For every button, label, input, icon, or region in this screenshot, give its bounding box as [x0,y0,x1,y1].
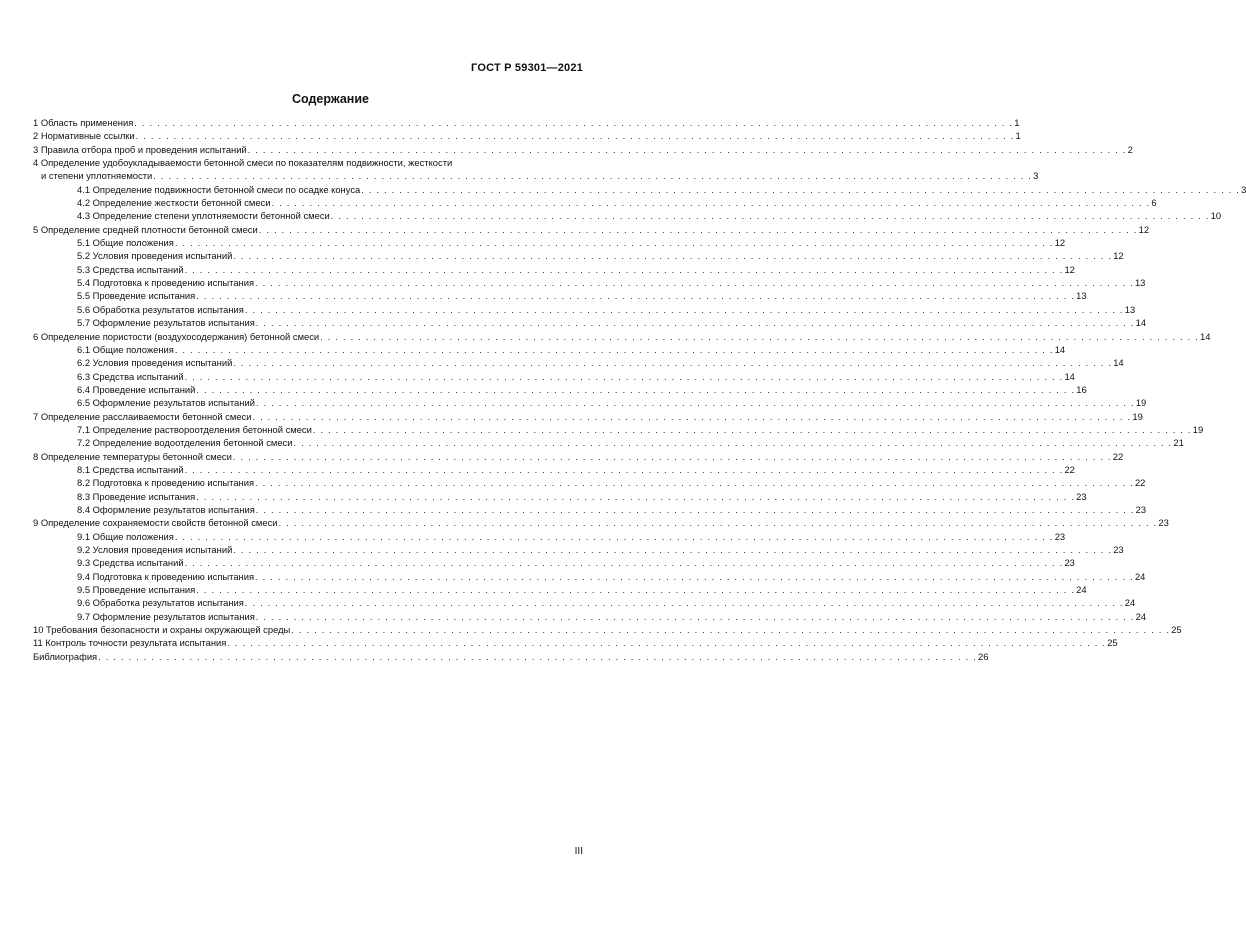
toc-entry-page: 24 [1124,597,1136,609]
dot-leader: . . . . . . . . . . . . . . . . . . . . . . . . . . . . . . . . . . . . . . . . . . . . . . . . . . . . . . . . . . . . . . . . . . . . . . . . . . . . . . . . . . . . . . . . . . . . . . . . . . . . . . . . . . . . . . . . . . . . [196,383,1076,395]
dot-leader: . . . . . . . . . . . . . . . . . . . . . . . . . . . . . . . . . . . . . . . . . . . . . . . . . . . . . . . . . . . . . . . . . . . . . . . . . . . . . . . . . . . . . . . . . . . . . . . . . . . . . . . . . . . . . . . . . . . . [196,290,1076,302]
dot-leader: . . . . . . . . . . . . . . . . . . . . . . . . . . . . . . . . . . . . . . . . . . . . . . . . . . . . . . . . . . . . . . . . . . . . . . . . . . . . . . . . . . . . . . . . . . . . . . . . . . . . . . . . . . . . . . . . . . . . [174,343,1054,355]
toc-entry-page: 22 [1064,463,1075,475]
toc-entry-page: 19 [1132,410,1143,422]
toc-entry-page: 12 [1138,223,1150,235]
toc-entry-page: 24 [1134,570,1146,582]
dot-leader: . . . . . . . . . . . . . . . . . . . . . . . . . . . . . . . . . . . . . . . . . . . . . . . . . . . . . . . . . . . . . . . . . . . . . . . . . . . . . . . . . . . . . . . . . . . . . . . . . . . . . . . . . . . . . . . . . . . . [244,597,1124,609]
toc-entry-page: 2 [1127,143,1133,155]
toc-entry[interactable] [33,330,1211,343]
toc-entry-title: 9.7 Оформление результатов испытания [77,610,255,622]
toc-entry-title: 6.2 Условия проведения испытаний [77,357,233,369]
toc-entry-page: 23 [1054,530,1066,542]
toc-entry[interactable] [33,503,1147,516]
toc-entry-title: 8.1 Средства испытаний [77,463,184,475]
toc-entry[interactable] [33,263,1075,276]
toc-entry-title: 5.1 Общие положения [77,237,174,249]
toc-entry[interactable] [33,396,1147,409]
dot-leader: . . . . . . . . . . . . . . . . . . . . . . . . . . . . . . . . . . . . . . . . . . . . . . . . . . . . . . . . . . . . . . . . . . . . . . . . . . . . . . . . . . . . . . . . . . . . . . . . . . . . . . . . . . . . . . . . . . . . [98,650,978,662]
toc-entry-title: 8.3 Проведение испытания [77,490,196,502]
toc-entry[interactable] [33,196,1157,209]
toc-entry-page: 1 [1014,117,1020,128]
dot-leader: . . . . . . . . . . . . . . . . . . . . . . . . . . . . . . . . . . . . . . . . . . . . . . . . . . . . . . . . . . . . . . . . . . . . . . . . . . . . . . . . . . . . . . . . . . . . . . . . . . . . . . . . . . . . . . . . . . . . [233,250,1113,262]
toc-entry[interactable] [33,436,1184,449]
toc-entry-title: 9.4 Подготовка к проведению испытания [77,570,255,582]
dot-leader: . . . . . . . . . . . . . . . . . . . . . . . . . . . . . . . . . . . . . . . . . . . . . . . . . . . . . . . . . . . . . . . . . . . . . . . . . . . . . . . . . . . . . . . . . . . . . . . . . . . . . . . . . . . . . . . . . . . . [293,437,1173,449]
toc-entry[interactable] [33,423,1204,436]
dot-leader: . . . . . . . . . . . . . . . . . . . . . . . . . . . . . . . . . . . . . . . . . . . . . . . . . . . . . . . . . . . . . . . . . . . . . . . . . . . . . . . . . . . . . . . . . . . . . . . . . . . . . . . . . . . . . . . . . . . . [271,197,1151,209]
toc-entry[interactable] [33,356,1124,369]
toc-entry[interactable] [33,316,1147,329]
dot-leader: . . . . . . . . . . . . . . . . . . . . . . . . . . . . . . . . . . . . . . . . . . . . . . . . . . . . . . . . . . . . . . . . . . . . . . . . . . . . . . . . . . . . . . . . . . . . . . . . . . . . . . . . . . . . . . . . . . . . [278,517,1158,529]
dot-leader: . . . . . . . . . . . . . . . . . . . . . . . . . . . . . . . . . . . . . . . . . . . . . . . . . . . . . . . . . . . . . . . . . . . . . . . . . . . . . . . . . . . . . . . . . . . . . . . . . . . . . . . . . . . . . . . . . . . . [174,237,1054,249]
dot-leader: . . . . . . . . . . . . . . . . . . . . . . . . . . . . . . . . . . . . . . . . . . . . . . . . . . . . . . . . . . . . . . . . . . . . . . . . . . . . . . . . . . . . . . . . . . . . . . . . . . . . . . . . . . . . . . . . . . . . [134,117,1014,128]
toc-entry-page: 14 [1135,317,1147,329]
toc-entry[interactable] [33,623,1182,636]
toc-entry-title: 10 Требования безопасности и охраны окружающей среды [33,624,291,636]
dot-leader: . . . . . . . . . . . . . . . . . . . . . . . . . . . . . . . . . . . . . . . . . . . . . . . . . . . . . . . . . . . . . . . . . . . . . . . . . . . . . . . . . . . . . . . . . . . . . . . . . . . . . . . . . . . . . . . . . . . . [312,423,1192,435]
toc-entry-title: 4.3 Определение степени уплотняемости бетонной смеси [77,210,330,222]
toc-entry-title: 6.5 Оформление результатов испытаний [77,397,255,409]
toc-entry[interactable] [33,570,1146,583]
toc-entry-title: 6.4 Проведение испытаний [77,383,196,395]
toc-entry-page: 12 [1113,250,1124,262]
toc-entry-title: 9.6 Обработка результатов испытания [77,597,244,609]
dot-leader: . . . . . . . . . . . . . . . . . . . . . . . . . . . . . . . . . . . . . . . . . . . . . . . . . . . . . . . . . . . . . . . . . . . . . . . . . . . . . . . . . . . . . . . . . . . . . . . . . . . . . . . . . . . . . . . . . . . . [255,397,1135,409]
toc-entry-page: 25 [1171,624,1182,636]
toc-entry[interactable] [33,516,1169,529]
dot-leader: . . . . . . . . . . . . . . . . . . . . . . . . . . . . . . . . . . . . . . . . . . . . . . . . . . . . . . . . . . . . . . . . . . . . . . . . . . . . . . . . . . . . . . . . . . . . . . . . . . . . . . . . . . . . . . . . . . . . [233,357,1113,369]
toc-entry-page: 13 [1134,277,1146,289]
toc-entry-page: 14 [1113,357,1124,369]
toc-entry-page: 25 [1107,637,1118,649]
toc-entry-page: 23 [1135,503,1147,515]
dot-leader: . . . . . . . . . . . . . . . . . . . . . . . . . . . . . . . . . . . . . . . . . . . . . . . . . . . . . . . . . . . . . . . . . . . . . . . . . . . . . . . . . . . . . . . . . . . . . . . . . . . . . . . . . . . . . . . . . . . . [184,463,1064,475]
toc-entry-title: 4 Определение удобоукладываемости бетонной смеси по показателям подвижности, жесткости [33,157,453,169]
toc-entry-title: 9 Определение сохраняемости свойств бетонной смеси [33,517,278,529]
toc-entry-title: 7.2 Определение водоотделения бетонной смеси [77,437,293,449]
toc-entry[interactable] [33,249,1124,262]
dot-leader: . . . . . . . . . . . . . . . . . . . . . . . . . . . . . . . . . . . . . . . . . . . . . . . . . . . . . . . . . . . . . . . . . . . . . . . . . . . . . . . . . . . . . . . . . . . . . . . . . . . . . . . . . . . . . . . . . . . . [258,223,1138,235]
toc-entry-title: 4.2 Определение жесткости бетонной смеси [77,197,271,209]
toc-entry[interactable] [33,490,1087,503]
toc-entry[interactable] [33,476,1146,489]
toc-entry-page: 24 [1135,610,1147,622]
toc-entry-title: 5.6 Обработка результатов испытания [77,303,244,315]
dot-leader: . . . . . . . . . . . . . . . . . . . . . . . . . . . . . . . . . . . . . . . . . . . . . . . . . . . . . . . . . . . . . . . . . . . . . . . . . . . . . . . . . . . . . . . . . . . . . . . . . . . . . . . . . . . . . . . . . . . . [233,544,1113,555]
dot-leader: . . . . . . . . . . . . . . . . . . . . . . . . . . . . . . . . . . . . . . . . . . . . . . . . . . . . . . . . . . . . . . . . . . . . . . . . . . . . . . . . . . . . . . . . . . . . . . . . . . . . . . . . . . . . . . . . . . . . [184,557,1064,569]
dot-leader: . . . . . . . . . . . . . . . . . . . . . . . . . . . . . . . . . . . . . . . . . . . . . . . . . . . . . . . . . . . . . . . . . . . . . . . . . . . . . . . . . . . . . . . . . . . . . . . . . . . . . . . . . . . . . . . . . . . . [232,450,1112,462]
toc-entry-title: 5.7 Оформление результатов испытания [77,317,255,329]
page-title: Содержание [291,92,369,106]
toc-entry-page: 13 [1124,303,1136,315]
toc-entry-title: 7.1 Определение раствороотделения бетонной смеси [77,423,312,435]
toc-entry-title: 5.2 Условия проведения испытаний [77,250,233,262]
toc-entry-page: 26 [978,650,989,662]
toc-entry[interactable] [33,370,1075,383]
dot-leader: . . . . . . . . . . . . . . . . . . . . . . . . . . . . . . . . . . . . . . . . . . . . . . . . . . . . . . . . . . . . . . . . . . . . . . . . . . . . . . . . . . . . . . . . . . . . . . . . . . . . . . . . . . . . . . . . . . . . [255,477,1134,489]
toc-entry-title: 8.4 Оформление результатов испытания [77,503,255,515]
dot-leader: . . . . . . . . . . . . . . . . . . . . . . . . . . . . . . . . . . . . . . . . . . . . . . . . . . . . . . . . . . . . . . . . . . . . . . . . . . . . . . . . . . . . . . . . . . . . . . . . . . . . . . . . . . . . . . . . . . . . [135,130,1015,142]
toc-entry[interactable] [33,143,1133,156]
toc-entry-title: Библиография [33,650,98,662]
toc-entry-page: 1 [1015,130,1021,142]
table-of-contents [33,116,1246,663]
toc-entry-title: 9.1 Общие положения [77,530,174,542]
toc-entry-page: 23 [1064,557,1075,569]
dot-leader: . . . . . . . . . . . . . . . . . . . . . . . . . . . . . . . . . . . . . . . . . . . . . . . . . . . . . . . . . . . . . . . . . . . . . . . . . . . . . . . . . . . . . . . . . . . . . . . . . . . . . . . . . . . . . . . . . . . . [255,610,1135,622]
dot-leader: . . . . . . . . . . . . . . . . . . . . . . . . . . . . . . . . . . . . . . . . . . . . . . . . . . . . . . . . . . . . . . . . . . . . . . . . . . . . . . . . . . . . . . . . . . . . . . . . . . . . . . . . . . . . . . . . . . . . [184,263,1064,275]
toc-entry-title: 7 Определение расслаиваемости бетонной смеси [33,410,252,422]
toc-entry[interactable] [33,583,1087,596]
toc-entry-page: 3 [1033,170,1039,182]
toc-entry[interactable] [33,650,989,663]
toc-entry-page: 16 [1076,383,1087,395]
toc-entry[interactable] [33,556,1075,569]
toc-entry[interactable] [33,276,1146,289]
toc-entry-page: 24 [1076,584,1087,596]
page-number: III [574,846,583,857]
dot-leader: . . . . . . . . . . . . . . . . . . . . . . . . . . . . . . . . . . . . . . . . . . . . . . . . . . . . . . . . . . . . . . . . . . . . . . . . . . . . . . . . . . . . . . . . . . . . . . . . . . . . . . . . . . . . . . . . . . . . [244,303,1124,315]
toc-entry[interactable] [33,209,1222,222]
document-code: ГОСТ Р 59301—2021 [471,62,583,74]
dot-leader: . . . . . . . . . . . . . . . . . . . . . . . . . . . . . . . . . . . . . . . . . . . . . . . . . . . . . . . . . . . . . . . . . . . . . . . . . . . . . . . . . . . . . . . . . . . . . . . . . . . . . . . . . . . . . . . . . . . . [255,317,1135,329]
toc-entry[interactable] [33,383,1087,396]
toc-entry[interactable] [33,410,1143,423]
toc-entry-title: 8.2 Подготовка к проведению испытания [77,477,255,489]
toc-entry-title: 8 Определение температуры бетонной смеси [33,450,232,462]
toc-entry[interactable] [33,289,1087,302]
dot-leader: . . . . . . . . . . . . . . . . . . . . . . . . . . . . . . . . . . . . . . . . . . . . . . . . . . . . . . . . . . . . . . . . . . . . . . . . . . . . . . . . . . . . . . . . . . . . . . . . . . . . . . . . . . . . . . . . . . . . [255,570,1134,582]
toc-entry-title: 5.3 Средства испытаний [77,263,184,275]
toc-entry-title: 11 Контроль точности результата испытания [33,637,227,649]
toc-entry[interactable] [33,530,1066,543]
dot-leader: . . . . . . . . . . . . . . . . . . . . . . . . . . . . . . . . . . . . . . . . . . . . . . . . . . . . . . . . . . . . . . . . . . . . . . . . . . . . . . . . . . . . . . . . . . . . . . . . . . . . . . . . . . . . . . . . . . . . [196,490,1076,502]
dot-leader: . . . . . . . . . . . . . . . . . . . . . . . . . . . . . . . . . . . . . . . . . . . . . . . . . . . . . . . . . . . . . . . . . . . . . . . . . . . . . . . . . . . . . . . . . . . . . . . . . . . . . . . . . . . . . . . . . . . . [361,183,1241,195]
toc-entry-page: 14 [1054,343,1066,355]
toc-entry[interactable] [33,450,1124,463]
dot-leader: . . . . . . . . . . . . . . . . . . . . . . . . . . . . . . . . . . . . . . . . . . . . . . . . . . . . . . . . . . . . . . . . . . . . . . . . . . . . . . . . . . . . . . . . . . . . . . . . . . . . . . . . . . . . . . . . . . . . [174,530,1054,542]
dot-leader: . . . . . . . . . . . . . . . . . . . . . . . . . . . . . . . . . . . . . . . . . . . . . . . . . . . . . . . . . . . . . . . . . . . . . . . . . . . . . . . . . . . . . . . . . . . . . . . . . . . . . . . . . . . . . . . . . . . . [252,410,1132,422]
toc-entry[interactable] [33,169,1039,182]
toc-entry[interactable] [33,183,1246,196]
toc-entry-page: 21 [1173,437,1184,449]
toc-entry-page: 12 [1054,237,1066,249]
toc-entry[interactable] [33,156,582,169]
toc-entry[interactable] [33,463,1075,476]
toc-entry-title: 2 Нормативные ссылки [33,130,135,142]
dot-leader: . . . . . . . . . . . . . . . . . . . . . . . . . . . . . . . . . . . . . . . . . . . . . . . . . . . . . . . . . . . . . . . . . . . . . . . . . . . . . . . . . . . . . . . . . . . . . . . . . . . . . . . . . . . . . . . . . . . . [320,330,1200,342]
toc-entry-title: 6 Определение пористости (воздухосодержания) бетонной смеси [33,330,320,342]
toc-entry-title: 9.5 Проведение испытания [77,584,196,596]
toc-entry-page: 10 [1210,210,1222,222]
toc-entry-title: 9.2 Условия проведения испытаний [77,544,233,555]
dot-leader: . . . . . . . . . . . . . . . . . . . . . . . . . . . . . . . . . . . . . . . . . . . . . . . . . . . . . . . . . . . . . . . . . . . . . . . . . . . . . . . . . . . . . . . . . . . . . . . . . . . . . . . . . . . . . . . . . . . . [196,584,1076,596]
toc-entry-page: 19 [1192,423,1204,435]
dot-leader: . . . . . . . . . . . . . . . . . . . . . . . . . . . . . . . . . . . . . . . . . . . . . . . . . . . . . . . . . . . . . . . . . . . . . . . . . . . . . . . . . . . . . . . . . . . . . . . . . . . . . . . . . . . . . . . . . . . . [330,210,1210,222]
toc-entry-title: 4.1 Определение подвижности бетонной смеси по осадке конуса [77,183,361,195]
dot-leader: . . . . . . . . . . . . . . . . . . . . . . . . . . . . . . . . . . . . . . . . . . . . . . . . . . . . . . . . . . . . . . . . . . . . . . . . . . . . . . . . . . . . . . . . . . . . . . . . . . . . . . . . . . . . . . . . . . . . [247,143,1127,155]
toc-entry[interactable] [33,129,1021,142]
dot-leader: . . . . . . . . . . . . . . . . . . . . . . . . . . . . . . . . . . . . . . . . . . . . . . . . . . . . . . . . . . . . . . . . . . . . . . . . . . . . . . . . . . . . . . . . . . . . . . . . . . . . . . . . . . . . . . . . . . . . [184,370,1064,382]
dot-leader: . . . . . . . . . . . . . . . . . . . . . . . . . . . . . . . . . . . . . . . . . . . . . . . . . . . . . . . . . . . . . . . . . . . . . . . . . . . . . . . . . . . . . . . . . . . . . . . . . . . . . . . . . . . . . . . . . . . . [227,637,1107,649]
toc-entry[interactable] [33,343,1066,356]
dot-leader: . . . . . . . . . . . . . . . . . . . . . . . . . . . . . . . . . . . . . . . . . . . . . . . . . . . . . . . . . . . . . . . . . . . . . . . . . . . . . . . . . . . . . . . . . . . . . . . . . . . . . . . . . . . . . . . . . . . . [153,170,1033,182]
toc-entry[interactable] [33,236,1066,249]
toc-entry-page: 12 [1064,263,1075,275]
toc-entry-title: 1 Область применения [33,117,134,128]
toc-entry-page: 23 [1158,517,1169,529]
toc-entry-page: 22 [1112,450,1124,462]
toc-entry-page: 19 [1135,397,1147,409]
toc-entry-page: 14 [1064,370,1075,382]
toc-entry-title: 5 Определение средней плотности бетонной смеси [33,223,258,235]
toc-entry[interactable] [33,223,1150,236]
toc-entry-page: 23 [1113,544,1124,555]
toc-entry-page: 6 [1151,197,1157,209]
toc-entry[interactable] [33,303,1136,316]
toc-entry-title: 3 Правила отбора проб и проведения испытаний [33,143,247,155]
toc-entry-title: 6.1 Общие положения [77,343,174,355]
toc-entry[interactable] [33,543,1124,556]
dot-leader: . . . . . . . . . . . . . . . . . . . . . . . . . . . . . . . . . . . . . . . . . . . . . . . . . . . . . . . . . . . . . . . . . . . . . . . . . . . . . . . . . . . . . . . . . . . . . . . . . . . . . . . . . . . . . . . . . . . . [255,503,1135,515]
toc-entry[interactable] [33,596,1136,609]
toc-entry[interactable] [33,636,1118,649]
toc-entry-page: 22 [1134,477,1146,489]
toc-entry-page: 23 [1076,490,1087,502]
toc-entry-title: 5.5 Проведение испытания [77,290,196,302]
dot-leader: . . . . . . . . . . . . . . . . . . . . . . . . . . . . . . . . . . . . . . . . . . . . . . . . . . . . . . . . . . . . . . . . . . . . . . . . . . . . . . . . . . . . . . . . . . . . . . . . . . . . . . . . . . . . . . . . . . . . [291,624,1171,636]
dot-leader: . . . . . . . . . . . . . . . . . . . . . . . . . . . . . . . . . . . . . . . . . . . . . . . . . . . . . . . . . . . . . . . . . . . . . . . . . . . . . . . . . . . . . . . . . . . . . . . . . . . . . . . . . . . . . . . . . . . . [255,277,1134,289]
toc-entry[interactable] [33,116,1020,129]
toc-entry-title: и степени уплотняемости [41,170,153,182]
toc-entry-title: 6.3 Средства испытаний [77,370,184,382]
toc-entry-page: 14 [1200,330,1211,342]
toc-entry-title: 9.3 Средства испытаний [77,557,184,569]
toc-entry-title: 5.4 Подготовка к проведению испытания [77,277,255,289]
toc-entry-page: 3 [1241,183,1246,195]
toc-entry[interactable] [33,610,1147,623]
toc-entry-page: 13 [1076,290,1087,302]
